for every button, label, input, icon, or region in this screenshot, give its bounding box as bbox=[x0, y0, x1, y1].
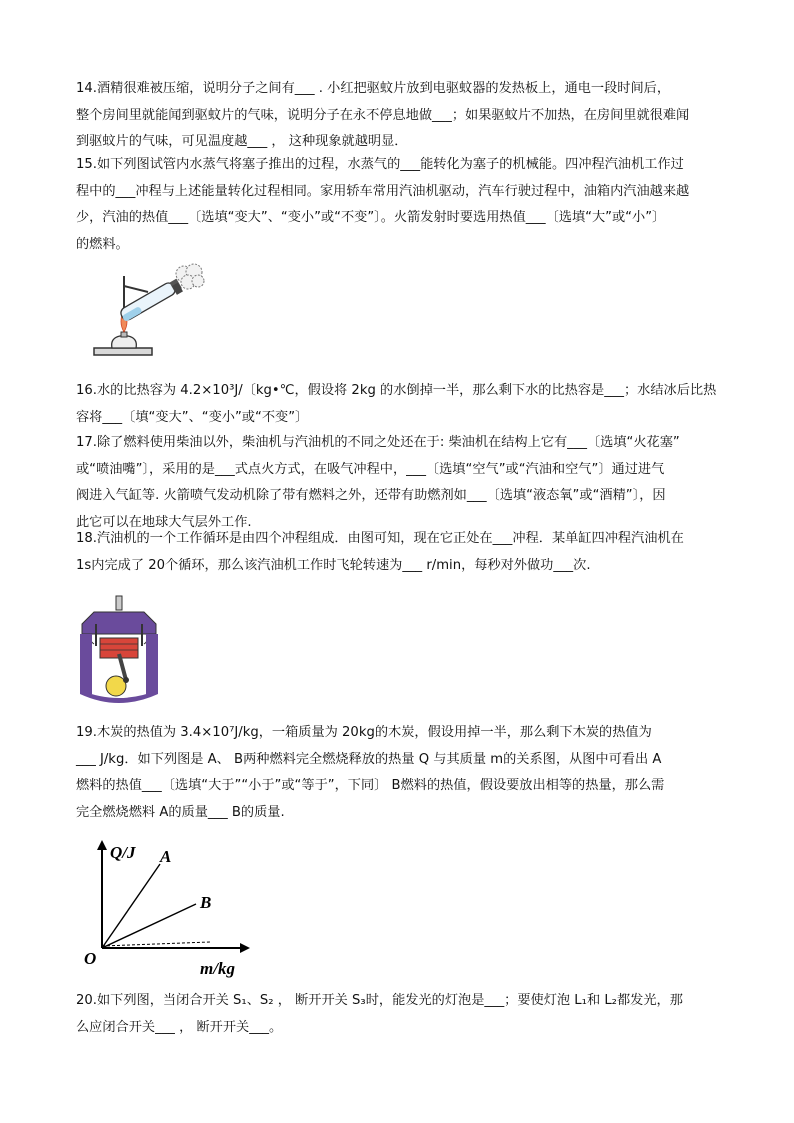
question-line: 整个房间里就能闻到驱蚊片的气味，说明分子在永不停息地做___；如果驱蚊片不加热，在房间里就很难闻 bbox=[76, 107, 690, 123]
y-axis-arrow-icon bbox=[97, 840, 107, 850]
alcohol-lamp bbox=[112, 336, 137, 348]
origin-label: O bbox=[84, 949, 97, 968]
line-b bbox=[102, 904, 196, 948]
cylinder-wall-left bbox=[80, 634, 92, 694]
question-20 bbox=[76, 988, 724, 1041]
question-line: ___ J/kg．如下列图是 A、 B两种燃料完全燃烧释放的热量 Q 与其质量 m的关系图，从图中可看出 A bbox=[76, 751, 662, 767]
question-line: 到驱蚊片的气味，可见温度越___ ， 这种现象就越明显． bbox=[76, 134, 408, 149]
cylinder-wall-right bbox=[146, 634, 158, 694]
question-line: 15.如下列图试管内水蒸气将塞子推出的过程，水蒸气的___能转化为塞子的机械能。四冲程汽油机工作过 bbox=[76, 157, 684, 172]
test-tube bbox=[119, 278, 183, 322]
x-axis-label: m/kg bbox=[200, 959, 235, 978]
question-line: 20.如下列图，当闭合开关 S₁、S₂ ， 断开开关 S₃时，能发光的灯泡是___；要使灯泡 L₁和 L₂都发光，那 bbox=[76, 993, 683, 1008]
stand-clamp bbox=[124, 286, 148, 292]
y-axis-label: Q/J bbox=[110, 843, 136, 862]
question-line: 少，汽油的热值___〔选填“变大”、“变小”或“不变”〕。火箭发射时要选用热值___〔选填“大”或“小”〕 bbox=[76, 210, 666, 225]
question-16 bbox=[76, 378, 724, 431]
question-line: 燃料的热值___〔选填“大于”“小于”或“等于”，下同〕 B燃料的热值，假设要放出相等的热量，那么需 bbox=[76, 778, 665, 793]
question-line: 16.水的比热容为 4.2×10³J/〔kg•℃，假设将 2kg 的水倒掉一半，那么剩下水的比热容是___；水结冰后比热 bbox=[76, 383, 717, 398]
cylinder-head bbox=[82, 612, 156, 634]
line-a bbox=[102, 864, 160, 948]
question-line: 或“喷油嘴”〕，采用的是___式点火方式，在吸气冲程中，___〔选填“空气”或“汽油和空气”〕通过进气 bbox=[76, 461, 665, 477]
x-axis-arrow-icon bbox=[240, 943, 250, 953]
question-18 bbox=[76, 526, 724, 579]
question-line: 完全燃烧燃料 A的质量___ B的质量. bbox=[76, 804, 285, 820]
question-14 bbox=[76, 76, 724, 156]
spark-plug bbox=[116, 596, 122, 610]
question-17 bbox=[76, 430, 724, 536]
question-line: 18.汽油机的一个工作循环是由四个冲程组成．由图可知，现在它正处在___冲程．某单缸四冲程汽油机在 bbox=[76, 531, 684, 546]
stand-base bbox=[94, 348, 152, 355]
heat-mass-graph bbox=[80, 830, 260, 980]
question-line: 阀进入气缸等. 火箭喷气发动机除了带有燃料之外，还带有助燃剂如___〔选填“液态氧”或“酒精”〕，因 bbox=[76, 488, 666, 503]
series-b-label: B bbox=[200, 893, 212, 912]
question-line: 容将___〔填“变大”、“变小”或“不变”〕 bbox=[76, 409, 309, 425]
engine-cylinder-figure bbox=[74, 594, 164, 706]
test-tube-figure bbox=[90, 262, 206, 362]
question-line: 么应闭合开关___ ， 断开开关___。 bbox=[76, 1019, 283, 1035]
series-a-label: A bbox=[160, 847, 172, 866]
question-line: 的燃料。 bbox=[76, 236, 129, 252]
question-line: 此它可以在地球大气层外工作. bbox=[76, 514, 252, 530]
question-line: 19.木炭的热值为 3.4×10⁷J/kg，一箱质量为 20kg的木炭，假设用掉一半，那么剩下木炭的热值为 bbox=[76, 725, 652, 740]
question-line: 17.除了燃料使用柴油以外，柴油机与汽油机的不同之处还在于: 柴油机在结构上它有___〔选填“火花塞” bbox=[76, 435, 680, 450]
crankshaft bbox=[106, 676, 126, 696]
question-line: 14.酒精很难被压缩，说明分子之间有___ . 小红把驱蚊片放到电驱蚊器的发热板上，通电一段时间后， bbox=[76, 81, 671, 96]
question-line: 程中的___冲程与上述能量转化过程相同。家用轿车常用汽油机驱动，汽车行驶过程中，油箱内汽油越来越 bbox=[76, 183, 690, 199]
question-line: 1s内完成了 20个循环，那么该汽油机工作时飞轮转速为___ r/min，每秒对外做功___次. bbox=[76, 557, 591, 573]
question-15 bbox=[76, 152, 724, 258]
question-19 bbox=[76, 720, 724, 826]
